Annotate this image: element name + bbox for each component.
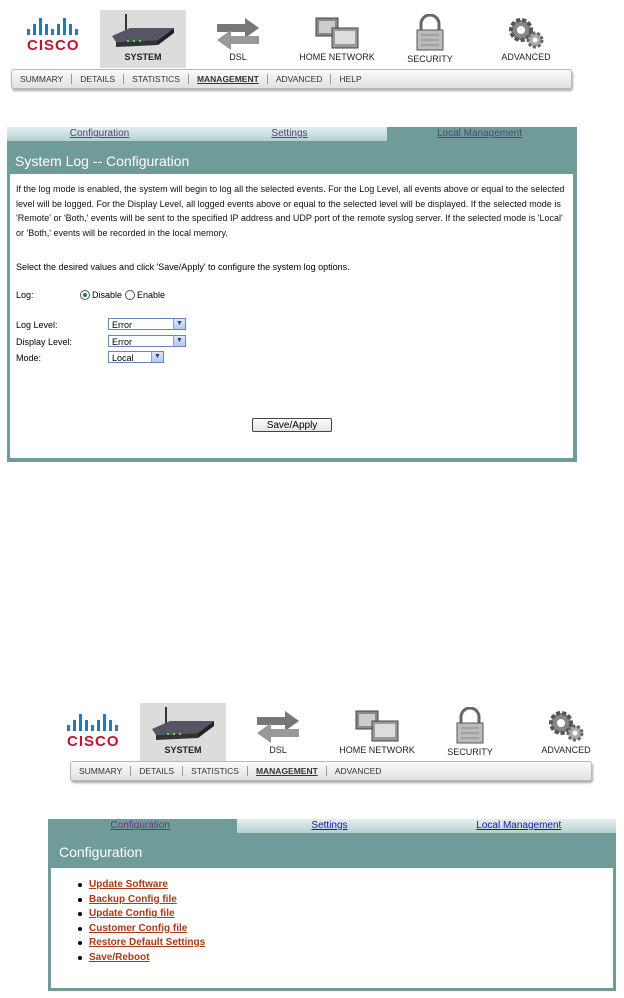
tab-configuration[interactable]: Configuration (48, 819, 237, 833)
nav-advanced-label: ADVANCED (501, 52, 551, 62)
nav-security[interactable] (440, 707, 500, 759)
log-label: Log: (16, 290, 34, 300)
tab-bar (48, 819, 616, 833)
router-icon (108, 10, 178, 50)
nav-system[interactable] (100, 10, 186, 68)
arrows-icon (253, 709, 303, 743)
update-config-link[interactable]: Update Config file (89, 907, 205, 922)
gears-icon (505, 16, 547, 50)
nav-dsl-label: DSL (229, 52, 247, 62)
nav-dsl[interactable] (205, 16, 271, 66)
arrows-icon (213, 16, 263, 50)
save-apply-button[interactable]: Save/Apply (252, 418, 332, 432)
log-row (16, 290, 165, 300)
computers-icon (312, 16, 362, 50)
tab-local-management[interactable]: Local Management (427, 819, 616, 833)
submenu-management[interactable]: MANAGEMENT (189, 74, 268, 84)
nav-home-network[interactable] (333, 709, 421, 759)
submenu-details[interactable]: DETAILS (72, 74, 124, 84)
log-disable-label: Disable (92, 290, 123, 300)
chevron-down-icon: ▼ (173, 336, 185, 346)
tab-settings[interactable]: Settings (197, 127, 387, 141)
nav-system-label: SYSTEM (164, 745, 202, 755)
nav-security-label: SECURITY (447, 747, 493, 757)
nav-dsl-label: DSL (269, 745, 287, 755)
tab-bar (7, 127, 577, 141)
configuration-panel (48, 819, 616, 991)
nav-dsl[interactable] (245, 709, 311, 759)
nav-home-network[interactable] (293, 16, 381, 66)
nav-security-label: SECURITY (407, 54, 453, 64)
restore-defaults-link[interactable]: Restore Default Settings (89, 936, 205, 951)
page-title: Configuration (59, 844, 143, 860)
backup-config-link[interactable]: Backup Config file (89, 893, 205, 908)
syslog-instruction: Select the desired values and click 'Save/Apply' to configure the system log options. (16, 262, 350, 272)
submenu-management[interactable]: MANAGEMENT (248, 766, 327, 776)
nav-advanced[interactable] (494, 16, 558, 66)
cisco-bars-icon (27, 18, 80, 35)
display-level-value: Error (112, 337, 132, 347)
log-level-select[interactable] (108, 318, 186, 330)
nav-system[interactable] (140, 703, 226, 761)
nav-system-label: SYSTEM (124, 52, 162, 62)
log-enable-label: Enable (137, 290, 166, 300)
cisco-logo (67, 714, 120, 750)
submenu-summary[interactable]: SUMMARY (71, 766, 131, 776)
syslog-description: If the log mode is enabled, the system will begin to log all the selected events. For the Log Level, all events above or equal to the selected level will be logged. For the Display Level, all logged events above or equal to the selected level will be displayed. If the selected mode is 'Remote' or 'Both,' events will be sent to the specified IP address and UDP port of the remote syslog server. If the selected mode is 'Local' or 'Both,' events will be recorded in the local memory. (16, 184, 565, 238)
submenu-bar (70, 761, 592, 781)
submenu-bar (11, 69, 572, 89)
log-level-value: Error (112, 320, 132, 330)
mode-label: Mode: (16, 353, 42, 363)
submenu-advanced[interactable]: ADVANCED (334, 766, 382, 776)
padlock-icon (453, 707, 487, 745)
chevron-down-icon: ▼ (173, 319, 185, 329)
submenu-statistics[interactable]: STATISTICS (124, 74, 189, 84)
nav-advanced-label: ADVANCED (541, 745, 591, 755)
computers-icon (352, 709, 402, 743)
submenu-details[interactable]: DETAILS (131, 766, 183, 776)
cisco-wordmark: CISCO (27, 37, 80, 54)
configuration-body (51, 868, 613, 988)
submenu-summary[interactable]: SUMMARY (12, 74, 72, 84)
cisco-wordmark: CISCO (67, 733, 120, 750)
syslog-panel (7, 127, 577, 462)
save-reboot-link[interactable]: Save/Reboot (89, 951, 205, 966)
configuration-links (67, 878, 205, 965)
cisco-logo (27, 18, 80, 54)
log-level-label: Log Level: (16, 320, 58, 330)
submenu-advanced[interactable]: ADVANCED (268, 74, 332, 84)
tab-local-management[interactable]: Local Management (387, 127, 577, 141)
syslog-body (10, 174, 573, 458)
mode-value: Local (112, 353, 134, 363)
nav-advanced[interactable] (534, 709, 598, 759)
tab-configuration[interactable]: Configuration (7, 127, 197, 141)
chevron-down-icon: ▼ (151, 352, 163, 362)
nav-home-network-label: HOME NETWORK (339, 745, 415, 755)
display-level-select[interactable] (108, 335, 186, 347)
padlock-icon (413, 14, 447, 52)
nav-home-network-label: HOME NETWORK (299, 52, 375, 62)
gears-icon (545, 709, 587, 743)
page-title: System Log -- Configuration (15, 153, 190, 169)
update-software-link[interactable]: Update Software (89, 878, 205, 893)
nav-security[interactable] (400, 14, 460, 66)
submenu-help[interactable]: HELP (339, 74, 362, 84)
display-level-label: Display Level: (16, 337, 73, 347)
log-enable-radio[interactable] (125, 290, 135, 300)
submenu-statistics[interactable]: STATISTICS (183, 766, 248, 776)
router-icon (148, 703, 218, 743)
tab-settings[interactable]: Settings (237, 819, 426, 833)
customer-config-link[interactable]: Customer Config file (89, 922, 205, 937)
mode-select[interactable] (108, 351, 164, 363)
cisco-bars-icon (67, 714, 120, 731)
log-disable-radio[interactable] (80, 290, 90, 300)
